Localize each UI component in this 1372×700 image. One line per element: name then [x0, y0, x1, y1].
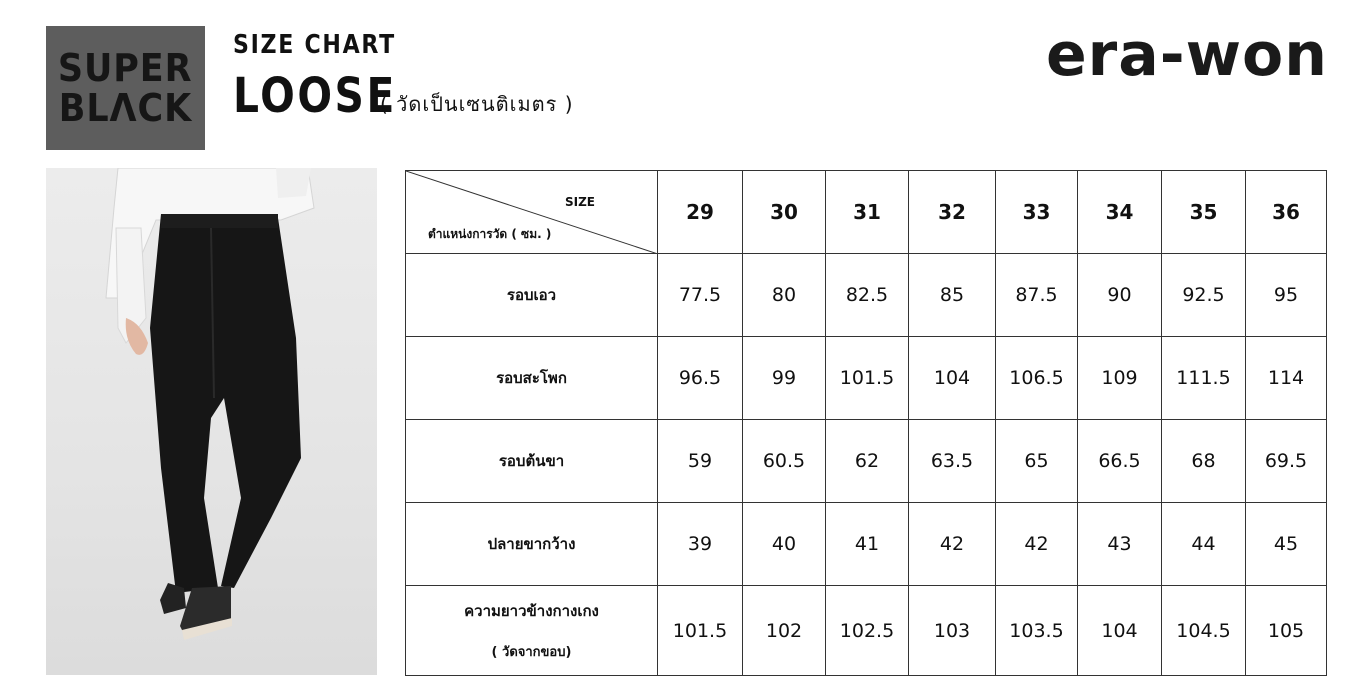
table-cell: 80 — [743, 254, 826, 337]
size-header: 35 — [1162, 171, 1246, 254]
table-cell: 85 — [909, 254, 996, 337]
table-row-hip — [406, 337, 1327, 420]
size-header: 31 — [826, 171, 909, 254]
table-cell: 87.5 — [996, 254, 1078, 337]
product-photo — [46, 168, 377, 675]
header-row — [406, 171, 1327, 254]
size-header: 33 — [996, 171, 1078, 254]
table-cell: 40 — [743, 503, 826, 586]
super-black-logo — [46, 26, 205, 150]
size-table — [405, 170, 1327, 676]
size-chart-title: SIZE CHART — [233, 30, 396, 60]
corner-size-label: SIZE — [564, 195, 595, 209]
row-label: รอบต้นขา — [406, 420, 658, 503]
table-cell: 41 — [826, 503, 909, 586]
table-cell: 96.5 — [658, 337, 743, 420]
row-label-main: ความยาวข้างกางเกง — [464, 602, 599, 620]
table-cell: 43 — [1078, 503, 1162, 586]
table-cell: 111.5 — [1162, 337, 1246, 420]
table-cell: 102 — [743, 586, 826, 676]
table-cell: 109 — [1078, 337, 1162, 420]
model-pants-illustration — [46, 168, 377, 675]
fit-title: LOOSE — [233, 68, 397, 124]
table-row-outseam — [406, 586, 1327, 676]
table-row-thigh — [406, 420, 1327, 503]
size-header: 36 — [1246, 171, 1327, 254]
row-label: ปลายขากว้าง — [406, 503, 658, 586]
size-header: 32 — [909, 171, 996, 254]
table-cell: 104 — [1078, 586, 1162, 676]
table-cell: 103.5 — [996, 586, 1078, 676]
table-cell: 92.5 — [1162, 254, 1246, 337]
table-cell: 62 — [826, 420, 909, 503]
table-cell: 90 — [1078, 254, 1162, 337]
table-cell: 101.5 — [658, 586, 743, 676]
table-cell: 68 — [1162, 420, 1246, 503]
logo-line-1: SUPER — [58, 46, 193, 90]
table-cell: 60.5 — [743, 420, 826, 503]
table-cell: 106.5 — [996, 337, 1078, 420]
logo-line-2: BLΛCK — [58, 86, 193, 130]
table-cell: 65 — [996, 420, 1078, 503]
table-cell: 105 — [1246, 586, 1327, 676]
table-cell: 101.5 — [826, 337, 909, 420]
table-cell: 63.5 — [909, 420, 996, 503]
size-header: 34 — [1078, 171, 1162, 254]
table-cell: 114 — [1246, 337, 1327, 420]
table-row-waist — [406, 254, 1327, 337]
table-cell: 103 — [909, 586, 996, 676]
table-cell: 77.5 — [658, 254, 743, 337]
table-cell: 99 — [743, 337, 826, 420]
table-cell: 104.5 — [1162, 586, 1246, 676]
table-cell: 82.5 — [826, 254, 909, 337]
row-label — [406, 586, 658, 676]
table-cell: 102.5 — [826, 586, 909, 676]
table-cell: 39 — [658, 503, 743, 586]
table-row-leg-opening — [406, 503, 1327, 586]
row-label: รอบสะโพก — [406, 337, 658, 420]
row-label: รอบเอว — [406, 254, 658, 337]
table-cell: 104 — [909, 337, 996, 420]
corner-position-label: ตำแหน่งการวัด ( ซม. ) — [428, 227, 552, 241]
table-cell: 66.5 — [1078, 420, 1162, 503]
table-cell: 69.5 — [1246, 420, 1327, 503]
table-cell: 95 — [1246, 254, 1327, 337]
corner-cell — [406, 171, 658, 254]
row-label-sub: ( วัดจากขอบ) — [491, 645, 572, 660]
table-cell: 42 — [909, 503, 996, 586]
table-cell: 44 — [1162, 503, 1246, 586]
size-header: 29 — [658, 171, 743, 254]
table-cell: 59 — [658, 420, 743, 503]
brand-logo: era-won — [1045, 20, 1328, 90]
table-cell: 42 — [996, 503, 1078, 586]
size-header: 30 — [743, 171, 826, 254]
unit-note: ( วัดเป็นเซนติเมตร ) — [380, 92, 574, 116]
table-cell: 45 — [1246, 503, 1327, 586]
